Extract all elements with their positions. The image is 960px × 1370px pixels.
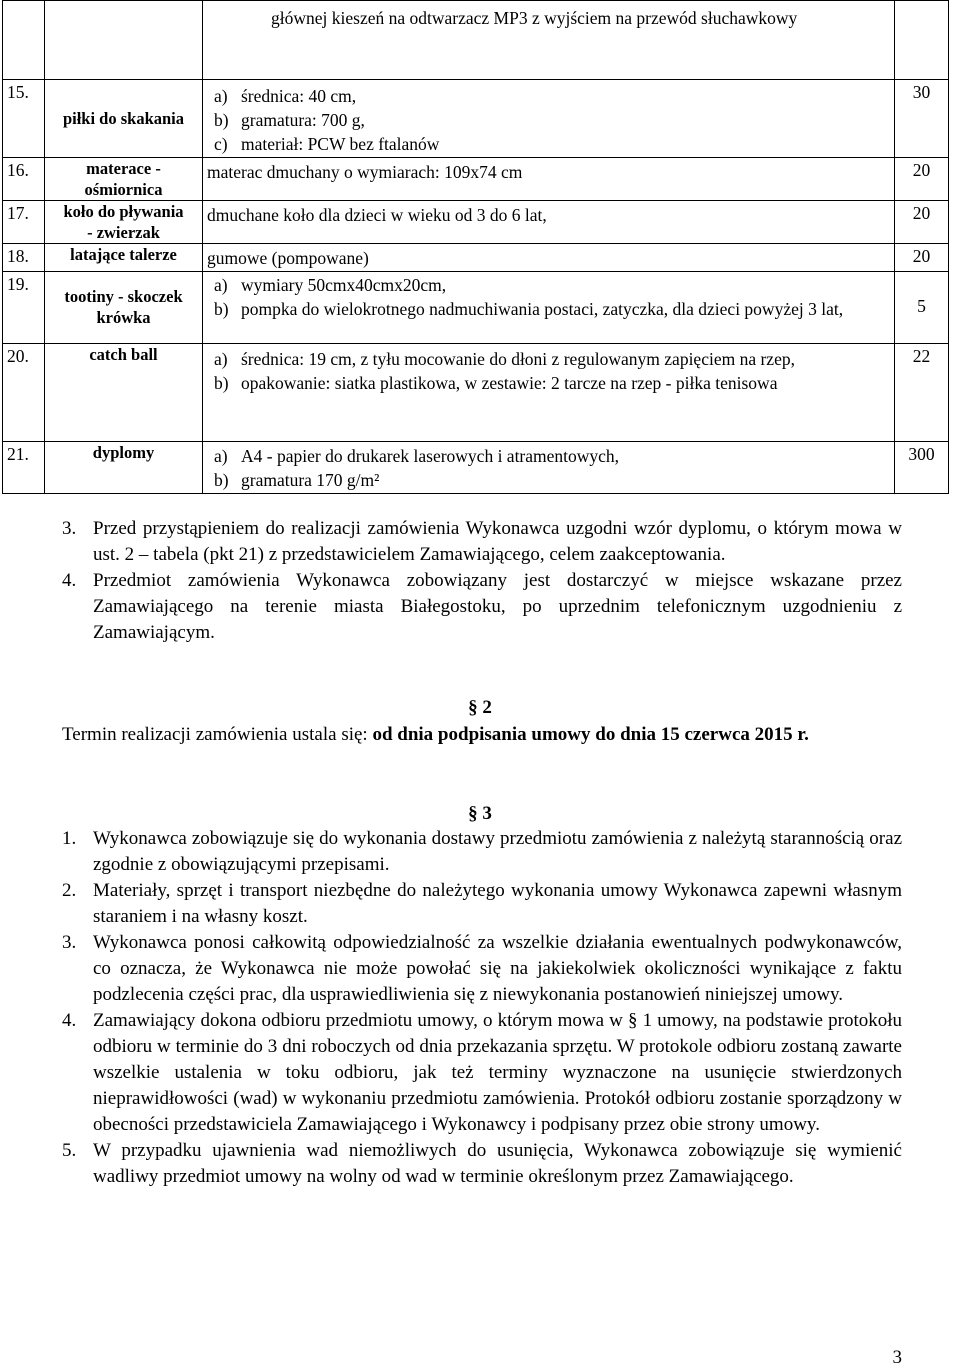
item-name: tootiny - skoczek krówka bbox=[45, 272, 203, 344]
list-item: c) materiał: PCW bez ftalanów bbox=[214, 134, 440, 154]
item-name: catch ball bbox=[45, 344, 203, 442]
list-item: 1. Wykonawca zobowiązuje się do wykonania dostawy przedmiotu zamówienia z należytą starannością oraz zgodnie z obowiązującymi przepisami. bbox=[62, 828, 902, 875]
list-item: 3. Wykonawca ponosi całkowitą odpowiedzialność za wszelkie działania ewentualnych podwykonawców, co oznacza, że Wykonawca nie może powołać się na jakiekolwiek okoliczności wynikające z faktu podzlecenia części prac, dla usprawiedliwienia się z niewykonania postanowień niniejszej umowy. bbox=[62, 932, 902, 1005]
list-item: a) wymiary 50cmx40cmx20cm, bbox=[214, 275, 447, 295]
list-item: a) A4 - papier do drukarek laserowych i atramentowych, bbox=[214, 446, 620, 466]
section-heading: § 3 bbox=[468, 803, 492, 824]
item-description: dmuchane koło dla dzieci w wieku od 3 do 6 lat, bbox=[203, 201, 895, 244]
item-name: materace - ośmiornica bbox=[45, 158, 203, 201]
item-description bbox=[203, 344, 895, 442]
item-description: gumowe (pompowane) bbox=[203, 244, 895, 272]
section-heading: § 2 bbox=[468, 697, 492, 718]
table-row: 19. tootiny - skoczek krówka a) wymiary 50cmx40cmx20cm, b) pompka do wielokrotnego nadmuchiwania postaci, zatyczka, dla dzieci powyżej 3 lat, 5 bbox=[3, 272, 949, 344]
item-description bbox=[203, 272, 895, 344]
list-item: b) pompka do wielokrotnego nadmuchiwania postaci, zatyczka, dla dzieci powyżej 3 lat, bbox=[214, 299, 844, 319]
item-name: koło do pływania - zwierzak bbox=[45, 201, 203, 244]
item-quantity: 5 bbox=[895, 272, 949, 344]
item-description: materac dmuchany o wymiarach: 109x74 cm bbox=[203, 158, 895, 201]
item-quantity: 300 bbox=[895, 442, 949, 494]
section-2-text: Termin realizacji zamówienia ustala się: od dnia podpisania umowy do dnia 15 czerwca 2015 r. bbox=[62, 724, 809, 745]
list-item: a) średnica: 19 cm, z tyłu mocowanie do dłoni z regulowanym zapięciem na rzep, bbox=[214, 349, 795, 369]
table-row: 16. materace - ośmiornica materac dmuchany o wymiarach: 109x74 cm 20 bbox=[3, 158, 949, 201]
continuation-text: głównej kieszeń na odtwarzacz MP3 z wyjściem na przewód słuchawkowy bbox=[203, 1, 895, 80]
item-name: dyplomy bbox=[45, 442, 203, 494]
list-item: 2. Materiały, sprzęt i transport niezbędne do należytego wykonania umowy Wykonawca zapewni własnym staraniem i na własny koszt. bbox=[62, 880, 902, 927]
item-quantity: 20 bbox=[895, 158, 949, 201]
table-row: 17. koło do pływania - zwierzak dmuchane koło dla dzieci w wieku od 3 do 6 lat, 20 bbox=[3, 201, 949, 244]
list-item: b) gramatura: 700 g, bbox=[214, 110, 365, 130]
table-row: 15. piłki do skakania a) średnica: 40 cm, b) gramatura: 700 g, c) materiał: PCW bez ftalanów 30 bbox=[3, 80, 949, 158]
item-name: piłki do skakania bbox=[45, 80, 203, 158]
item-quantity: 20 bbox=[895, 201, 949, 244]
list-item: a) średnica: 40 cm, bbox=[214, 86, 357, 106]
list-item: 5. W przypadku ujawnienia wad niemożliwych do usunięcia, Wykonawca zobowiązuje się wymienić wadliwy przedmiot umowy na wolny od wad w terminie określonym przez Zamawiającego. bbox=[62, 1140, 902, 1187]
list-item: 4. Przedmiot zamówienia Wykonawca zobowiązany jest dostarczyć w miejsce wskazane przez Zamawiającego na terenie miasta Białegostoku, po uprzednim telefonicznym uzgodnieniu z Zamawiającym. bbox=[62, 570, 902, 643]
item-quantity: 22 bbox=[895, 344, 949, 442]
item-quantity: 30 bbox=[895, 80, 949, 158]
table-row: 20. catch ball a) średnica: 19 cm, z tyłu mocowanie do dłoni z regulowanym zapięciem na rzep, b) opakowanie: siatka plastikowa, w zestawie: 2 tarcze na rzep - piłka tenisowa 22 bbox=[3, 344, 949, 442]
section-3-list bbox=[62, 826, 902, 1190]
list-item: b) gramatura 170 g/m² bbox=[214, 470, 380, 490]
list-item: 4. Zamawiający dokona odbioru przedmiotu umowy, o którym mowa w § 1 umowy, na podstawie protokołu odbioru w terminie do 3 dni roboczych od dnia przekazania sprzętu. W protokole odbioru zostaną zawarte wszelkie ustalenia w toku odbioru, jak też terminy wyznaczone na usunięcie stwierdzonych nieprawidłowości (wad) w wykonaniu przedmiotu zamówienia. Protokół odbioru zostanie sporządzony w obecności przedstawiciela Zamawiającego i Wykonawcy i podpisany przez obie strony umowy. bbox=[62, 1010, 902, 1135]
item-description bbox=[203, 442, 895, 494]
table-row: 21. dyplomy a) A4 - papier do drukarek laserowych i atramentowych, b) gramatura 170 g/m² 300 bbox=[3, 442, 949, 494]
item-description bbox=[203, 80, 895, 158]
table-row: 18. latające talerze gumowe (pompowane) 20 bbox=[3, 244, 949, 272]
page-number: 3 bbox=[892, 1347, 902, 1368]
item-name: latające talerze bbox=[45, 244, 203, 272]
list-item: b) opakowanie: siatka plastikowa, w zestawie: 2 tarcze na rzep - piłka tenisowa bbox=[214, 373, 778, 393]
table-row bbox=[3, 1, 949, 80]
item-quantity: 20 bbox=[895, 244, 949, 272]
list-item: 3. Przed przystąpieniem do realizacji zamówienia Wykonawca uzgodni wzór dyplomu, o którym mowa w ust. 2 – tabela (pkt 21) z przedstawicielem Zamawiającego, celem zaakceptowania. bbox=[62, 518, 902, 565]
items-table bbox=[2, 0, 949, 494]
pre-items-list bbox=[62, 516, 902, 646]
